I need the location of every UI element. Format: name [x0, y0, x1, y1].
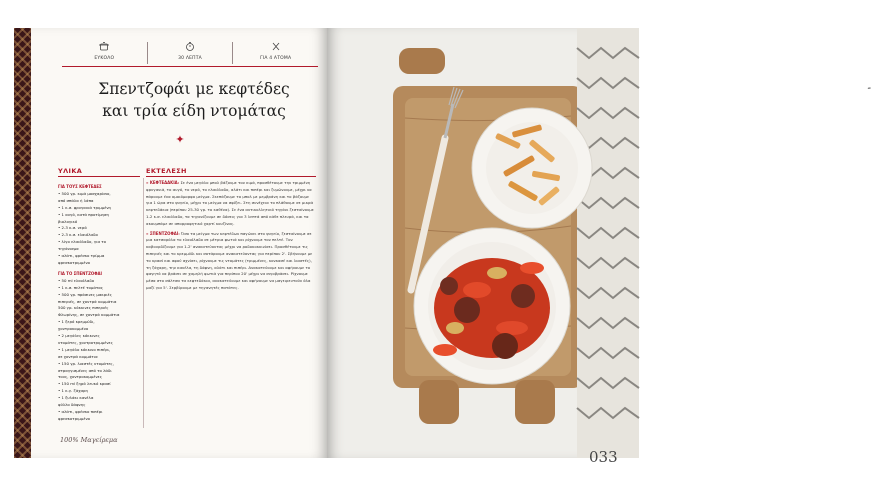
list-item: • 500 γρ. πράσινες μακριές — [58, 291, 112, 297]
list-item: φρεσκοτριμμένο — [58, 259, 91, 265]
list-item: • 1 ξυλάκι κανέλα — [58, 395, 94, 401]
recipe-title — [74, 78, 314, 122]
list-item: • 2-3 κ.σ. ελαιόλαδο — [58, 232, 98, 238]
recipe-info-bar — [62, 42, 318, 64]
list-item: φύλλο δάφνης — [58, 402, 86, 408]
list-item: • 1 κ.γ. ζάχαρη — [58, 388, 88, 394]
list-item: στραγγισμένες από το λάδι — [58, 367, 112, 373]
signature-icon: ✒ — [867, 86, 871, 92]
list-item: • 50 ml ελαιόλαδο — [58, 277, 95, 283]
time-label: 30 ΛΕΠΤΑ — [178, 56, 202, 61]
list-item: • 150 γρ. λιαστές ντομάτες, — [58, 360, 114, 366]
method-heading: ΕΚΤΕΛΕΣΗ — [146, 167, 187, 175]
ingredients-rule — [58, 176, 140, 177]
sauce-subheading: ΓΙΑ ΤΟ ΣΠΕΝΤΖΟΦΑΙ — [58, 270, 102, 276]
list-item: • 1 αυγό, κατά προτίμηση — [58, 211, 109, 217]
title-line-1: Σπεντζοφάι με κεφτέδες — [98, 80, 290, 98]
method-rule — [146, 176, 316, 177]
right-page-photo — [327, 28, 871, 458]
ingredients-list — [58, 180, 140, 423]
magazine-signature: 100% Μαγείρεμα — [60, 436, 118, 444]
ingredients-heading: ΥΛΙΚΑ — [58, 167, 83, 175]
list-item: • 1 κ.σ. φρυγανιά τριμμένη — [58, 204, 111, 210]
zigzag-cloth — [577, 28, 639, 458]
servings-label: ΓΙΑ 4 ΑΤΟΜΑ — [260, 56, 292, 61]
timer-icon — [148, 42, 233, 54]
list-item: ντομάτες, χοντροτριμμένες — [58, 339, 113, 345]
column-divider — [143, 178, 144, 428]
info-underline — [62, 66, 318, 67]
step-label: » ΣΠΕΝΤΖΟΦΑΙ: — [146, 230, 180, 236]
list-item: από σπάλα ή λάπα — [58, 197, 94, 203]
method-step-1 — [146, 180, 316, 228]
cutlery-icon — [233, 42, 318, 54]
list-item: • αλάτι, φρέσκο τρίμμα — [58, 253, 105, 259]
list-item: • λίγο ελαιόλαδο, για το — [58, 239, 106, 245]
list-item: • 1 μεγάλο κόκκινο πιπέρι, — [58, 346, 111, 352]
title-line-2: και τρία είδη ντομάτας — [102, 102, 286, 120]
list-item: 500 γρ. κόκκινες πιπεριές — [58, 305, 109, 311]
list-item: βιολογικό — [58, 218, 78, 224]
page-number: 033 — [589, 448, 618, 466]
decorative-border — [14, 28, 31, 458]
left-page — [14, 28, 327, 458]
list-item: • αλάτι, φρέσκο πιπέρι — [58, 409, 103, 414]
step-text: Σε ένα μεγάλο μπολ βάζουμε τον κιμά, προσθέτουμε την τριμμένη φρυγανιά, το αυγό, το νερό, το ελαιόλαδο, αλάτι και πιπέρι και ζυμώνουμε, μέχρι να πάρουμε ένα ομοιόμορφο μείγμα. Σκεπάζουμε το μπολ με μεμβράνη και το βάζουμε για 1 ώρα στο ψυγείο, μέχρι το μείγμα να σφίξει. Στη συνέχεια το πλάθουμε σε μικρά κεφτεδάκια (περίπου 25-30 γρ. το καθένα). Σε ένα αντικολλητικό τηγάνι ζεσταίνουμε 1-2 κ.σ. ελαιόλαδο, τα τηγανίζουμε σε δόσεις για 3 λεπτά από κάθε πλευρά, και τα ακουμπάμε σε απορροφητικό χαρτί κουζίνας. — [146, 180, 314, 226]
difficulty-label: ΕΥΚΟΛΟ — [94, 56, 115, 61]
list-item: χοντροκομμένο — [58, 326, 89, 332]
list-item: • 1 ξερό κρεμμύδι, — [58, 319, 95, 325]
list-item: • 150 ml ξηρό λευκό κρασί — [58, 381, 111, 387]
meatballs-subheading: ΓΙΑ ΤΟΥΣ ΚΕΦΤΕΔΕΣ — [58, 184, 102, 189]
food-photo — [327, 28, 639, 458]
fries-plate — [472, 108, 592, 228]
list-item: φρεσκοτριμμένο — [58, 415, 91, 421]
list-item: πιπεριές, σε χοντρά κομμάτια — [58, 298, 117, 304]
list-item: • 2-3 κ.σ. νερό — [58, 225, 87, 231]
list-item: σε χοντρά κομμάτια — [58, 353, 98, 359]
ornament-icon: ✦ — [175, 133, 185, 146]
magazine-spread — [14, 28, 871, 466]
time-info — [148, 42, 234, 64]
step-label: » ΚΕΦΤΕΔΑΚΙΑ: — [146, 180, 180, 185]
difficulty-info — [62, 42, 148, 64]
method-step-2 — [146, 231, 316, 292]
list-item: • 500 γρ. κιμά μοσχαρίσιο, — [58, 190, 111, 196]
list-item: • 2 μεγάλες κόκκινες — [58, 333, 100, 339]
meatball-plate — [414, 228, 570, 384]
list-item: • 1 κ.σ. πελτέ τομάτας — [58, 284, 104, 290]
servings-info — [233, 42, 318, 64]
list-item: τηγάνισμα — [58, 246, 79, 252]
method-text — [146, 180, 316, 295]
list-item: τους, χοντροκομμένες — [58, 374, 103, 380]
pot-icon — [62, 42, 147, 54]
list-item: Φλωρίνης, σε χοντρά κομμάτια — [58, 312, 120, 318]
step-text: Όσο τα μείγμα των κεφτέδων παγώνει στο ψυγείο, ζεσταίνουμε σε μια κατσαρόλα το ελαιόλαδο σε μέτρια φωτιά και ρίχνουμε τον πελτέ. Τον καβουρδίζουμε για 1-2' ανακατεύοντας μέχρι να ροδοκοκκινίσει. Προσθέτουμε τις πιπεριές και το κρεμμύδι και σοτάρουμε ανακατεύοντας για περίπου 2'. Σβήνουμε με το κρασί και αφού αχνίσει, ρίχνουμε τις ντομάτες (τριμμένες, κονκασέ και λιαστές), τη ζάχαρη, την κανέλα, τη δάφνη, αλάτι και πιπέρι. Ανακατεύουμε και αφήνουμε το φαγητό να βράσει σε χαμηλή φωτιά για περίπου 20' μέχρι να σιγοβράσει. Ρίχνουμε μέσα στο σάλτσα τα κεφτεδάκια, ανακατεύουμε και αφήνουμε να μαγειρευτούν όλα μαζί για 5'. Σερβίρουμε με τηγανητές πατάτες. — [146, 230, 313, 290]
